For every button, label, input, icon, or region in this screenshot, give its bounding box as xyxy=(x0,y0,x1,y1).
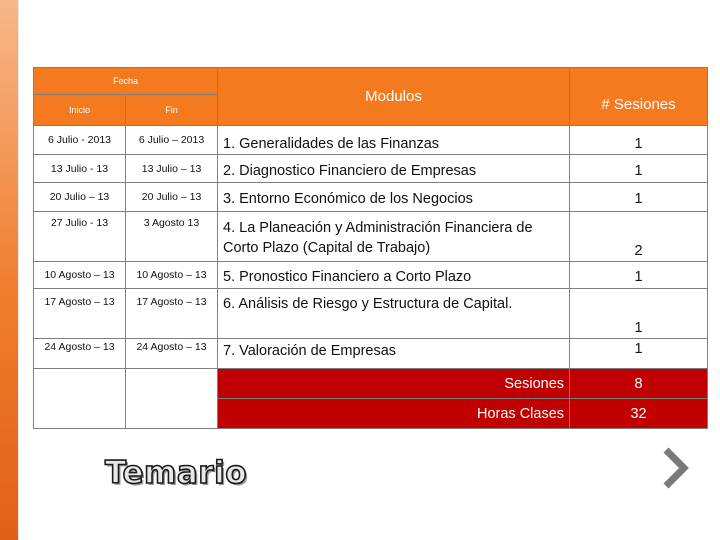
cell-inicio: 6 Julio - 2013 xyxy=(34,126,126,155)
blank-cell xyxy=(34,369,126,429)
cell-sesiones: 1 xyxy=(570,262,708,289)
cell-inicio: 10 Agosto – 13 xyxy=(34,262,126,289)
cell-fin: 10 Agosto – 13 xyxy=(126,262,218,289)
totals-row-sesiones xyxy=(34,369,708,399)
cell-modulo: 5. Pronostico Financiero a Corto Plazo xyxy=(218,262,570,289)
cell-inicio: 24 Agosto – 13 xyxy=(34,339,126,369)
schedule-table xyxy=(33,67,708,429)
cell-fin: 3 Agosto 13 xyxy=(126,212,218,262)
header-inicio: Inicio xyxy=(34,95,126,126)
left-accent-stripe xyxy=(0,0,18,540)
blank-cell xyxy=(126,369,218,429)
cell-inicio: 27 Julio - 13 xyxy=(34,212,126,262)
header-fin: Fin xyxy=(126,95,218,126)
table-row xyxy=(34,289,708,339)
cell-modulo: 6. Análisis de Riesgo y Estructura de Capital. xyxy=(218,289,570,339)
cell-modulo: 2. Diagnostico Financiero de Empresas xyxy=(218,155,570,183)
cell-sesiones: 1 xyxy=(570,155,708,183)
cell-fin: 13 Julio – 13 xyxy=(126,155,218,183)
total-sesiones-label: Sesiones xyxy=(218,369,570,399)
header-sesiones: # Sesiones xyxy=(570,68,708,126)
table-row xyxy=(34,262,708,289)
header-modulos: Modulos xyxy=(218,68,570,126)
table-row xyxy=(34,212,708,262)
cell-inicio: 13 Julio - 13 xyxy=(34,155,126,183)
cell-inicio: 17 Agosto – 13 xyxy=(34,289,126,339)
cell-sesiones: 1 xyxy=(570,289,708,339)
cell-inicio: 20 Julio – 13 xyxy=(34,183,126,212)
cell-sesiones: 1 xyxy=(570,126,708,155)
cell-sesiones: 1 xyxy=(570,183,708,212)
cell-fin: 6 Julio – 2013 xyxy=(126,126,218,155)
header-fecha: Fecha xyxy=(34,68,218,95)
cell-sesiones: 2 xyxy=(570,212,708,262)
table-row xyxy=(34,126,708,155)
slide-title: Temario xyxy=(105,455,247,491)
cell-fin: 24 Agosto – 13 xyxy=(126,339,218,369)
cell-modulo: 7. Valoración de Empresas xyxy=(218,339,570,369)
cell-modulo: 3. Entorno Económico de los Negocios xyxy=(218,183,570,212)
cell-fin: 17 Agosto – 13 xyxy=(126,289,218,339)
table-row xyxy=(34,155,708,183)
total-horas-label: Horas Clases xyxy=(218,399,570,429)
cell-fin: 20 Julio – 13 xyxy=(126,183,218,212)
cell-modulo: 1. Generalidades de las Finanzas xyxy=(218,126,570,155)
table-row xyxy=(34,339,708,369)
table-row xyxy=(34,183,708,212)
chevron-right-icon[interactable] xyxy=(660,446,692,490)
total-sesiones-value: 8 xyxy=(570,369,708,399)
cell-sesiones: 1 xyxy=(570,339,708,369)
cell-modulo: 4. La Planeación y Administración Financiera de Corto Plazo (Capital de Trabajo) xyxy=(218,212,570,262)
total-horas-value: 32 xyxy=(570,399,708,429)
